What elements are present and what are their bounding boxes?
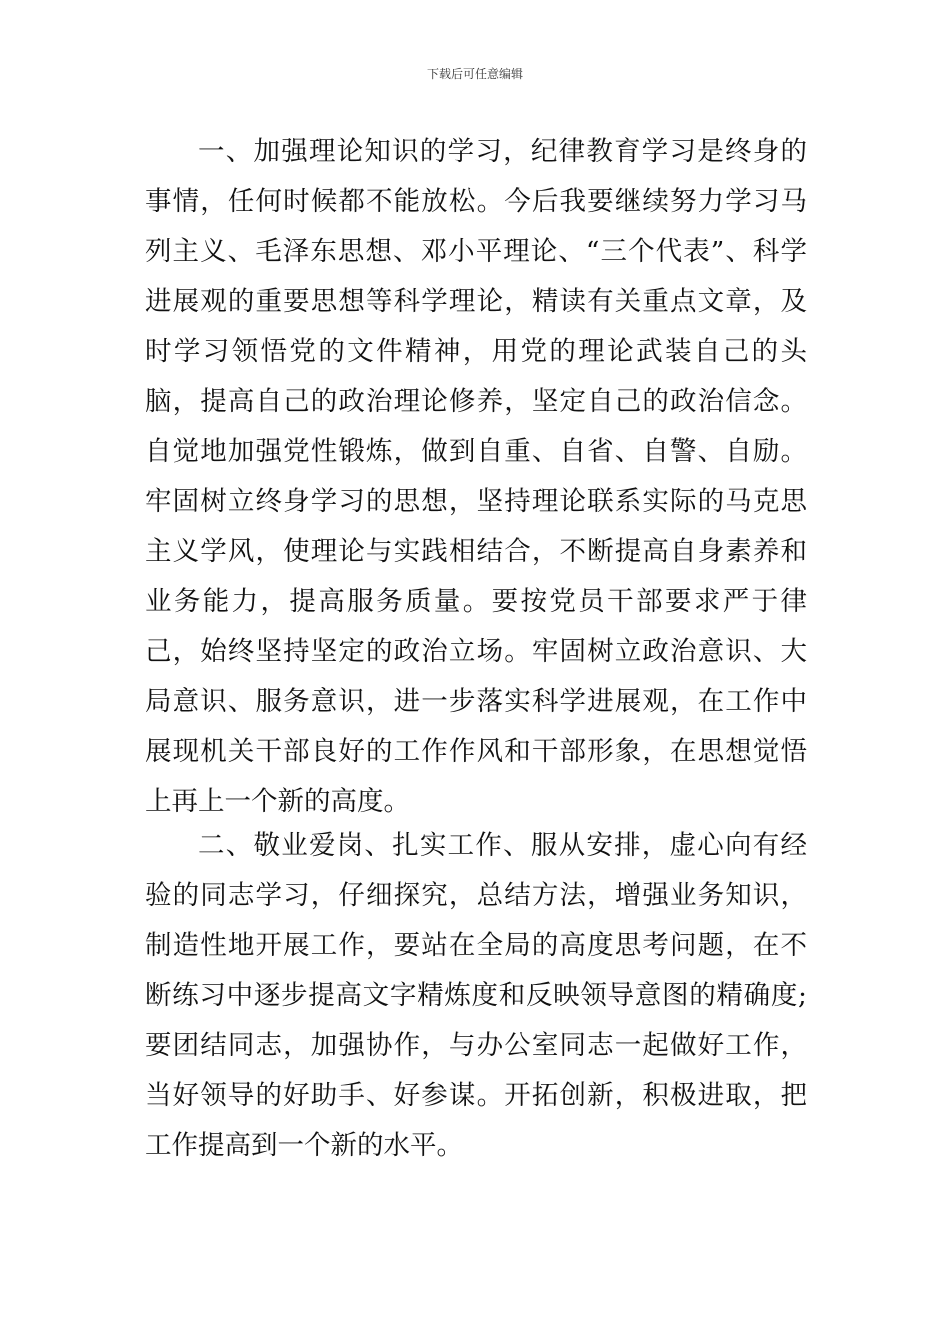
paragraph-text: 二、敬业爱岗、扎实工作、服从安排，虚心向有经验的同志学习，仔细探究，总结方法，增强业务知识，制造性地开展工作，要站在全局的高度思考问题，在不断练习中逐步提高文字精炼度和反映领导意图的精确度;要团结同志，加强协作，与办公室同志一起做好工作，当好领导的好助手、好参谋。开拓创新，积极进取，把工作提高到一个新的水平。 xyxy=(145,830,807,1161)
header-note: 下载后可任意编辑 xyxy=(426,67,523,81)
paragraph-text: 一、加强理论知识的学习，纪律教育学习是终身的事情，任何时候都不能放松。今后我要继续努力学习马列主义、毛泽东思想、邓小平理论、“三个代表”、科学进展观的重要思想等科学理论，精读有关重点文章，及时学习领悟党的文件精神，用党的理论武装自己的头脑，提高自己的政治理论修养，坚定自己的政治信念。自觉地加强党性锻炼，做到自重、自省、自警、自励。牢固树立终身学习的思想，坚持理论联系实际的马克思主义学风，使理论与实践相结合，不断提高自身素养和业务能力，提高服务质量。要按党员干部要求严于律己，始终坚持坚定的政治立场。牢固树立政治意识、大局意识、服务意识，进一步落实科学进展观，在工作中展现机关干部良好的工作作风和干部形象，在思想觉悟上再上一个新的高度。 xyxy=(145,136,807,817)
body-paragraph-1 xyxy=(145,127,807,827)
body-paragraph-2 xyxy=(145,821,807,1171)
